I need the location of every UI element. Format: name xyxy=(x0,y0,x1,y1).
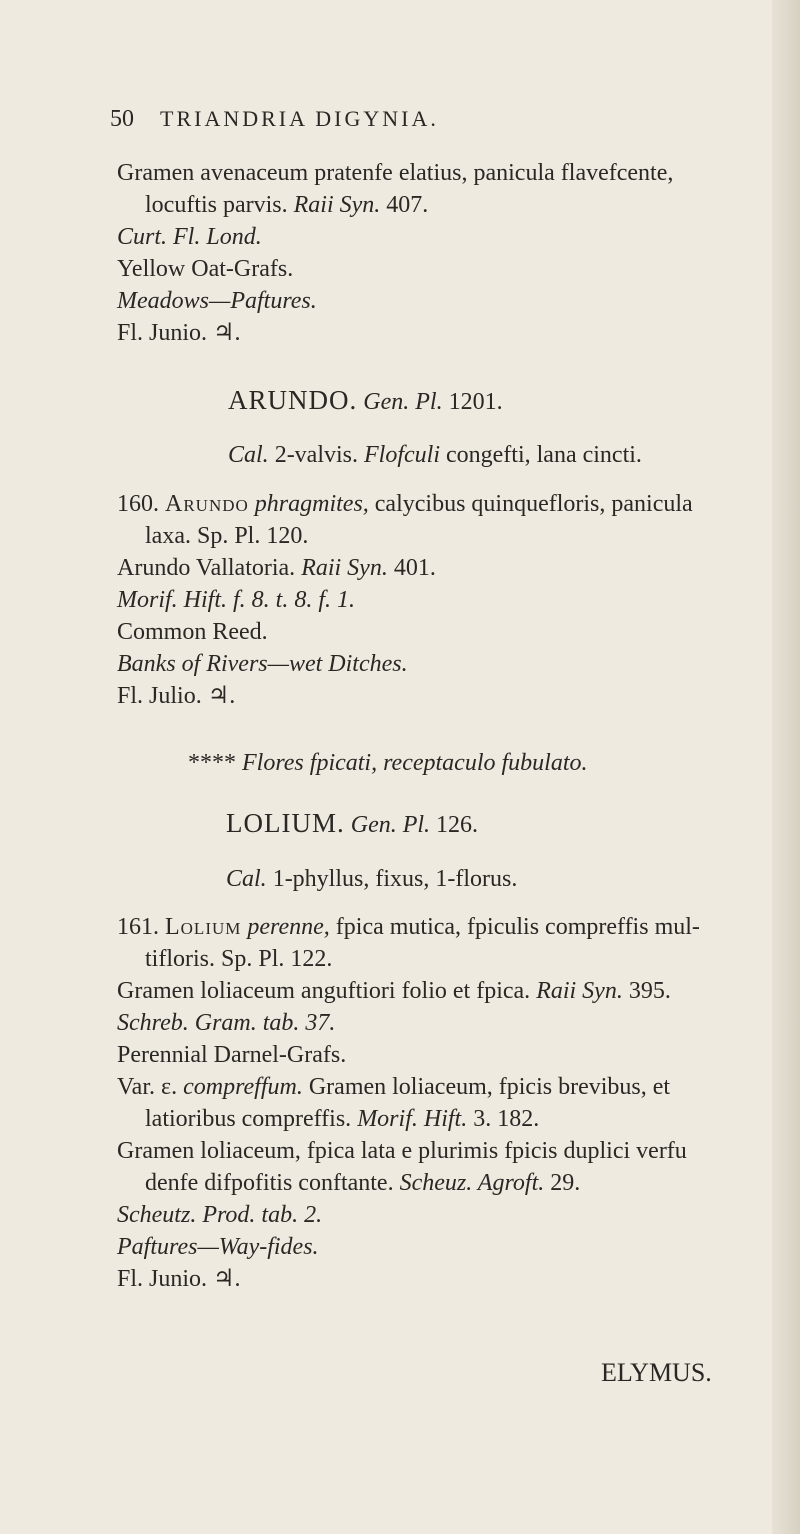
species-160-line7: Fl. Julio. ♃. xyxy=(117,683,236,709)
running-header xyxy=(110,104,439,134)
species-160-line4: Morif. Hift. f. 8. t. 8. f. 1. xyxy=(117,587,356,613)
species-161-line9: denfe difpofitis conftante. Scheuz. Agroft. 29. xyxy=(145,1170,581,1196)
entry-gramen-line3: Curt. Fl. Lond. xyxy=(117,224,262,250)
running-title: TRIANDRIA DIGYNIA. xyxy=(160,106,439,131)
genus-lolium-calyx: Cal. 1-phyllus, fixus, 1-florus. xyxy=(226,866,518,892)
species-161-line2: tifloris. Sp. Pl. 122. xyxy=(145,946,333,972)
genus-arundo-calyx: Cal. 2-valvis. Flofculi congefti, lana cincti. xyxy=(228,442,642,468)
genus-heading-arundo: ARUNDO. Gen. Pl. 1201. xyxy=(228,385,503,415)
species-161-line12: Fl. Junio. ♃. xyxy=(117,1266,241,1292)
entry-gramen-line6: Fl. Junio. ♃. xyxy=(117,320,241,346)
species-161-line7: latioribus compreffis. Morif. Hift. 3. 182. xyxy=(145,1106,540,1132)
species-160-line5: Common Reed. xyxy=(117,619,268,645)
species-161-line8: Gramen loliaceum, fpica lata e plurimis fpicis duplici verfu xyxy=(117,1138,687,1164)
species-161-line6: Var. ε. compreffum. Gramen loliaceum, fpicis brevibus, et xyxy=(117,1074,671,1100)
species-160-line1: 160. Arundo phragmites, calycibus quinquefloris, panicula xyxy=(117,491,693,517)
page-number: 50 xyxy=(110,106,134,132)
species-161-line10: Scheutz. Prod. tab. 2. xyxy=(117,1202,323,1228)
entry-gramen-line4: Yellow Oat-Grafs. xyxy=(117,256,294,282)
species-161-line11: Paftures—Way-fides. xyxy=(117,1234,319,1260)
species-161-line5: Perennial Darnel-Grafs. xyxy=(117,1042,347,1068)
species-161-line3: Gramen loliaceum anguftiori folio et fpica. Raii Syn. 395. xyxy=(117,978,671,1004)
genus-heading-lolium: LOLIUM. Gen. Pl. 126. xyxy=(226,808,479,838)
species-161-line1: 161. Lolium perenne, fpica mutica, fpiculis compreffis mul- xyxy=(117,914,700,940)
entry-gramen-line2: locuftis parvis. Raii Syn. 407. xyxy=(145,192,429,218)
catchword: ELYMUS. xyxy=(601,1358,712,1387)
species-161-line4: Schreb. Gram. tab. 37. xyxy=(117,1010,336,1036)
entry-gramen-line5: Meadows—Paftures. xyxy=(117,288,317,314)
species-160-line3: Arundo Vallatoria. Raii Syn. 401. xyxy=(117,555,436,581)
entry-gramen-line1: Gramen avenaceum pratenfe elatius, panicula flavefcente, xyxy=(117,160,674,186)
species-160-line2: laxa. Sp. Pl. 120. xyxy=(145,523,309,549)
species-160-line6: Banks of Rivers—wet Ditches. xyxy=(117,651,408,677)
section-heading: **** Flores fpicati, receptaculo fubulato. xyxy=(188,750,588,776)
